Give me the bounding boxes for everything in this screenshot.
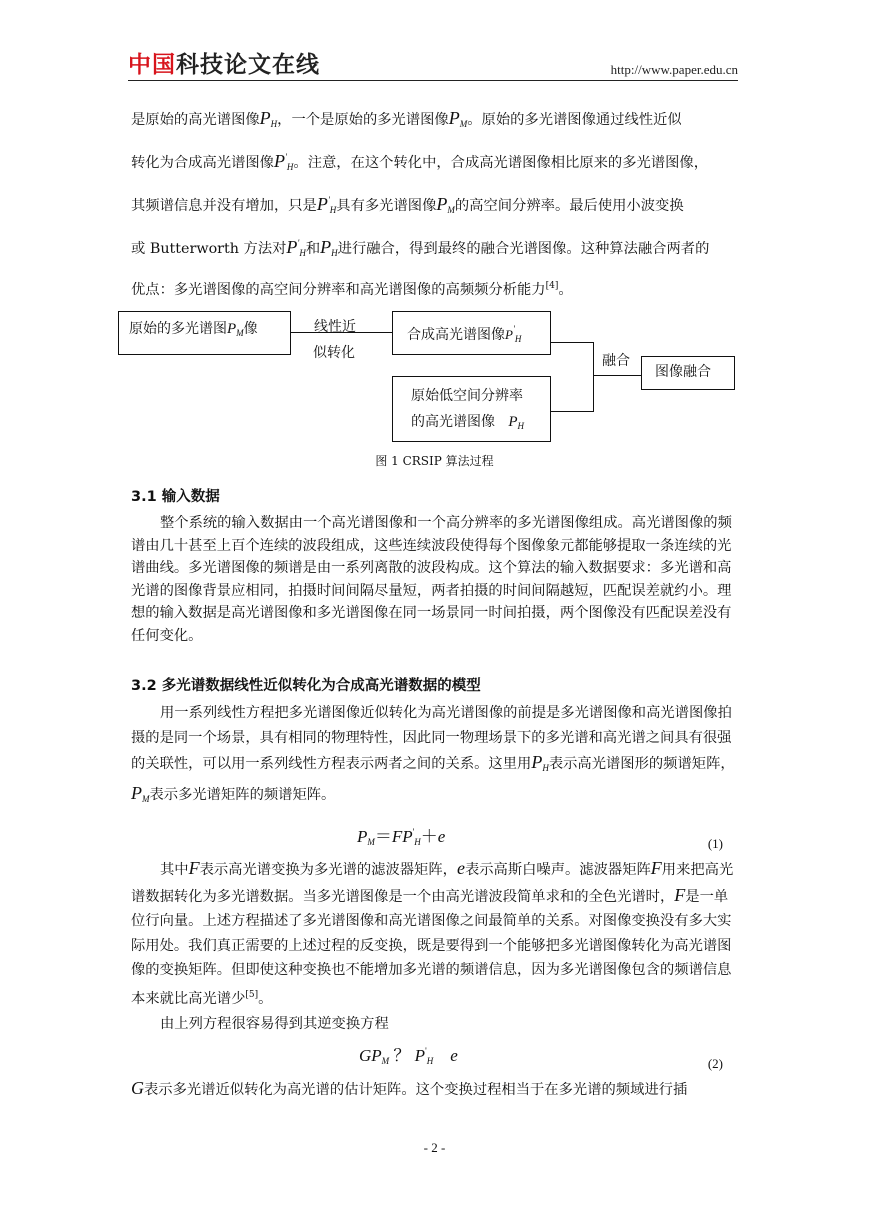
symbol-ph-prime: $P'_H$ xyxy=(273,151,294,172)
text-run: 的高空间分辨率。最后使用小波变换 xyxy=(454,198,684,214)
citation: [5] xyxy=(245,989,259,1000)
text-run: 用一系列线性方程把多光谱图像近似转化为高光谱图像的前提是多光谱图像和高光谱图像拍摄的是同一个场景，具有相同的物理特性，因此同一物理场景下的多光谱和高光谱之间具有很强的关联性，可以用一系列线性方程表示两者之间的关系。这里用 xyxy=(131,705,732,772)
equation-2: $GP_M$ ？ $P'_H$ e xyxy=(359,1046,458,1066)
symbol-pm: $P_M$ xyxy=(448,108,468,129)
citation: [4] xyxy=(545,281,559,291)
equation-1-number: (1) xyxy=(707,836,723,851)
box-original-multispectral xyxy=(118,311,291,355)
box-original-hyperspectral xyxy=(392,376,551,442)
symbol-f: F xyxy=(674,884,686,905)
logo-red-text: 中国 xyxy=(128,52,176,78)
arrow-label-top: 线性近 xyxy=(314,319,356,335)
equation-2-number: (2) xyxy=(707,1056,723,1071)
box-label: 原始低空间分辨率 xyxy=(411,388,523,404)
symbol-ph-prime: $P'_H$ xyxy=(316,194,337,215)
text-run: 。 xyxy=(258,990,273,1007)
text-run: 表示高光谱变换为多光谱的滤波器矩阵， xyxy=(199,862,457,878)
section-3-2-para3: 由上列方程很容易得到其逆变换方程 xyxy=(160,1016,389,1032)
text-run: 和 xyxy=(305,241,321,257)
text-run: 进行融合，得到最终的融合光谱图像。这种算法融合两者的 xyxy=(337,241,710,257)
text-run: 其中 xyxy=(160,862,189,878)
symbol-ph-prime: $P'_H$ xyxy=(505,324,522,344)
text-run: 转化为合成高光谱图像 xyxy=(131,155,274,171)
header-url: http://www.paper.edu.cn xyxy=(610,62,738,77)
section-3-1-body: 整个系统的输入数据由一个高光谱图像和一个高分辨率的多光谱图像组成。高光谱图像的频谱由几十甚至上百个连续的波段组成，这些连续波段使得每个图像象元都能够提取一条连续的光谱曲线。多光谱图像的频谱是由一系列离散的波段构成。这个算法的输入数据要求：多光谱和高光谱的图像背景应相同，拍摄时间间隔尽量短，两者拍摄的时间间隔越短，匹配误差就约小。理想的输入数据是高光谱图像和多光谱图像在同一场景同一时间拍摄，两个图像没有匹配误差没有任何变化。 xyxy=(131,515,732,644)
box-synthetic-hyperspectral xyxy=(392,311,551,355)
box-image-fusion xyxy=(641,356,735,390)
box-label: 图像融合 xyxy=(655,364,711,380)
symbol-e: e xyxy=(456,858,465,878)
connector xyxy=(593,342,594,412)
text-run: 或 Butterworth 方法对 xyxy=(131,241,287,257)
section-heading-3-2: 3.2 多光谱数据线性近似转化为合成高光谱数据的模型 xyxy=(131,678,481,694)
symbol-g: G xyxy=(131,1078,144,1098)
box-label: 的高光谱图像 xyxy=(411,414,495,430)
text-run: 优点：多光谱图像的高空间分辨率和高光谱图像的高频频分析能力 xyxy=(131,282,546,298)
symbol-pm: $P_M$ xyxy=(131,782,150,804)
figure-caption: 图 1 CRSIP 算法过程 xyxy=(375,454,494,468)
text-run: 表示多光谱近似转化为高光谱的估计矩阵。这个变换过程相当于在多光谱的频域进行插 xyxy=(144,1082,688,1098)
symbol-ph: $P_H$ xyxy=(508,414,525,431)
section-3-2-para2 xyxy=(131,856,740,1012)
connector xyxy=(593,375,641,376)
arrow-label-bottom: 似转化 xyxy=(313,345,355,361)
connector xyxy=(551,411,593,412)
text-run: 表示高光谱图形的频谱矩阵， xyxy=(548,756,735,772)
text-run: 表示多光谱矩阵的频谱矩阵。 xyxy=(149,786,336,803)
text-run: 是一单位行向量。上述方程描述了多光谱图像和高光谱图像之间最简单的关系。对图像变换没有多大实际用处。我们真正需要的上述过程的反变换，既是要得到一个能够把多光谱图像转化为高光谱图像的变换矩阵。但即使这种变换也不能增加多光谱的频谱信息，因为多光谱图像包含的频谱信息本来就比高光谱少 xyxy=(131,888,732,1007)
fusion-label: 融合 xyxy=(602,353,630,369)
text-run: 是原始的高光谱图像 xyxy=(131,112,260,128)
text-run: 用来把高光谱数据转化为多光谱数据。当多光谱图像是一个由高光谱波段简单求和的全色光谱时， xyxy=(131,862,734,905)
symbol-ph: $P_H$ xyxy=(259,108,278,129)
symbol-f: F xyxy=(650,858,662,878)
symbol-ph: $P_H$ xyxy=(320,237,338,258)
symbol-f: F xyxy=(188,858,200,878)
text-run: 。原始的多光谱图像通过线性近似 xyxy=(467,112,682,128)
text-run: 。注意，在这个转化中，合成高光谱图像相比原来的多光谱图像， xyxy=(293,155,709,171)
symbol-ph: $P_H$ xyxy=(531,752,549,773)
text-run: 其频谱信息并没有增加，只是 xyxy=(131,198,317,214)
symbol-ph-prime: $P'_H$ xyxy=(286,237,306,258)
text-run: 具有多光谱图像 xyxy=(336,198,437,214)
section-3-2-para1 xyxy=(131,701,740,811)
section-heading-3-1: 3.1 输入数据 xyxy=(131,489,220,505)
logo-dark-text: 科技论文在线 xyxy=(176,52,320,78)
text-run: 。 xyxy=(558,282,573,298)
text-run: 表示高斯白噪声。滤波器矩阵 xyxy=(464,862,651,878)
connector xyxy=(551,342,593,343)
intro-paragraph xyxy=(131,102,740,307)
page-number: - 2 - xyxy=(423,1140,446,1155)
symbol-pm: $P_M$ xyxy=(227,321,244,338)
box-label: 像 xyxy=(243,321,258,337)
text-run: ，一个是原始的多光谱图像 xyxy=(277,112,449,128)
box-label: 合成高光谱图像 xyxy=(407,327,505,343)
box-label: 原始的多光谱图 xyxy=(129,321,227,337)
symbol-pm: $P_M$ xyxy=(436,194,455,215)
header-rule xyxy=(128,80,738,81)
equation-1: $P_M=FP'_H+e$ xyxy=(357,827,446,847)
section-3-2-para4 xyxy=(131,1076,740,1102)
site-logo xyxy=(128,52,320,78)
